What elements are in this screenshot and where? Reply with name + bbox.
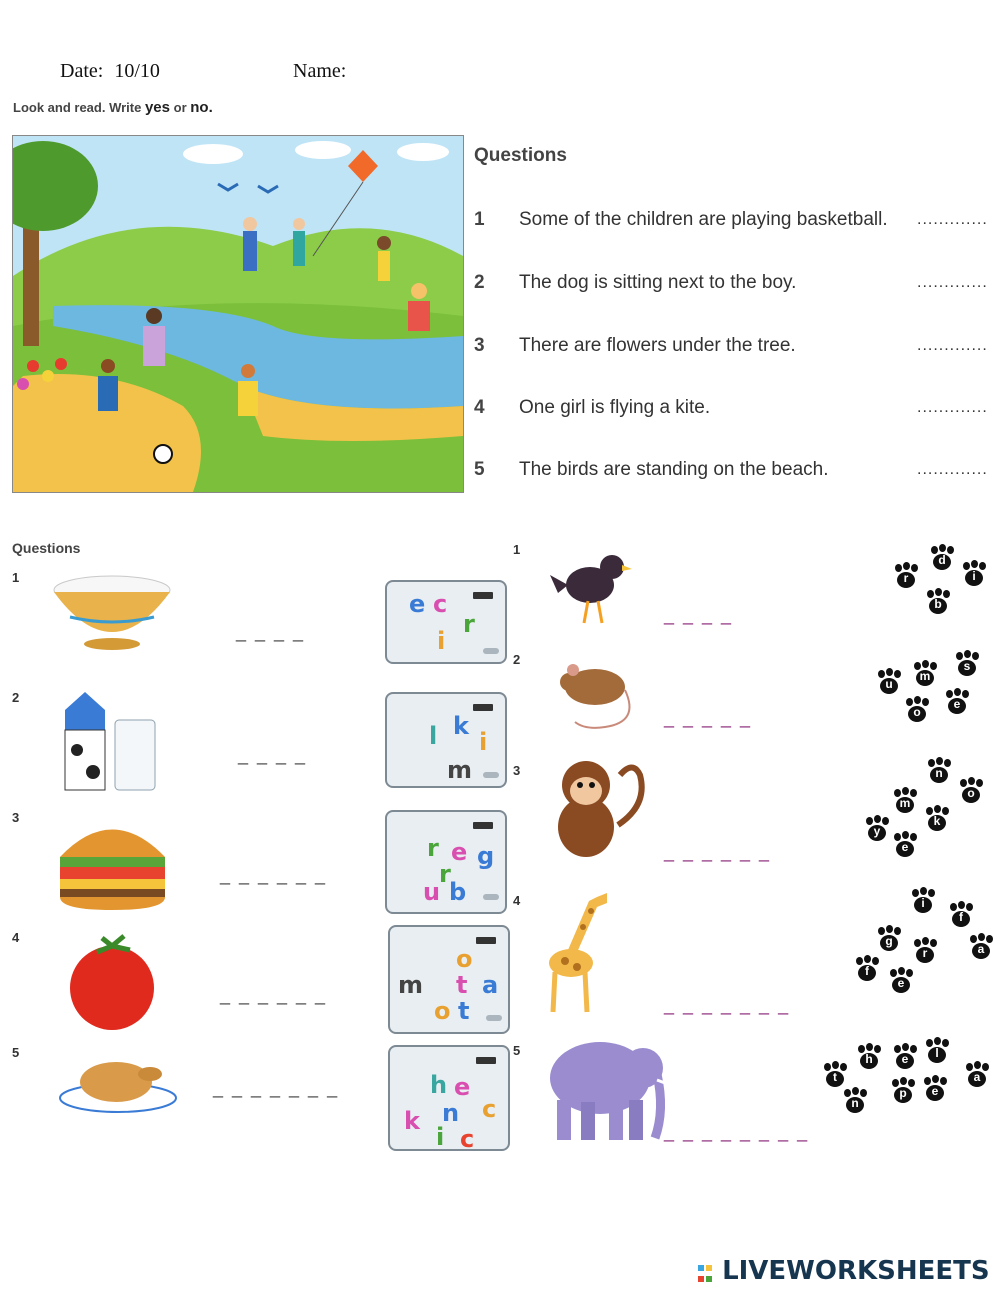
paw-letter: d — [938, 553, 946, 567]
paw-letter: f — [959, 910, 963, 924]
instruction — [13, 99, 213, 116]
animal-number: 3 — [513, 763, 521, 778]
mouse-picture — [545, 652, 640, 737]
date-value: 10/10 — [114, 60, 160, 82]
letter-magnet: i — [436, 1123, 445, 1151]
letter-magnet: c — [482, 1095, 497, 1123]
letter-magnet: e — [451, 838, 468, 866]
burger-picture — [55, 812, 170, 917]
paw-letter: n — [851, 1096, 859, 1110]
letter-magnet: e — [454, 1073, 471, 1101]
fridge-letters — [388, 925, 510, 1034]
paw-letter: l — [935, 1046, 939, 1060]
paw-letter: r — [922, 946, 928, 960]
paw-letter: o — [967, 786, 975, 800]
question-text: One girl is flying a kite. — [519, 397, 711, 418]
fridge-letters — [388, 1045, 510, 1151]
animal-answer-blank[interactable]: _ _ _ _ _ _ _ — [664, 995, 791, 1015]
letter-magnet: k — [453, 712, 469, 740]
animal-number: 5 — [513, 1043, 521, 1058]
letter-magnet: n — [442, 1099, 460, 1127]
food-answer-blank[interactable]: _ _ _ _ _ _ — [220, 865, 328, 885]
rice-bowl-picture — [50, 572, 175, 657]
animal-number: 1 — [513, 542, 521, 557]
bird-picture — [548, 545, 633, 635]
letter-magnet: i — [437, 627, 446, 655]
question-number: 4 — [474, 397, 485, 418]
paw-letter: a — [973, 1070, 981, 1084]
food-answer-blank[interactable]: _ _ _ _ _ _ — [220, 985, 328, 1005]
letter-magnet: o — [456, 945, 473, 973]
question-row — [474, 268, 1000, 302]
letter-magnet: b — [449, 878, 467, 906]
paw-letter: e — [931, 1084, 939, 1098]
question-number: 3 — [474, 335, 485, 356]
paw-letter: n — [935, 766, 943, 780]
question-text: Some of the children are playing basketball. — [519, 209, 888, 230]
animal-number: 4 — [513, 893, 521, 908]
animal-answer-blank[interactable]: _ _ _ _ _ _ _ _ — [664, 1122, 810, 1142]
food-answer-blank[interactable]: _ _ _ _ — [236, 622, 306, 642]
section2-title: Questions — [12, 540, 81, 556]
letter-magnet: g — [477, 842, 495, 870]
letter-magnet: t — [456, 971, 468, 999]
letter-magnet: r — [439, 860, 451, 888]
question-text: The dog is sitting next to the boy. — [519, 272, 797, 293]
instruction-lead: Look and read. Write — [13, 100, 142, 115]
paw-letter: e — [901, 1052, 909, 1066]
paw-letter: p — [899, 1086, 907, 1100]
letter-magnet: c — [460, 1125, 475, 1153]
letter-magnet: i — [479, 728, 488, 756]
answer-blank[interactable]: ............. — [917, 461, 988, 478]
letter-magnet: r — [463, 610, 475, 638]
liveworksheets-logo — [697, 1256, 990, 1286]
letter-magnet: m — [398, 971, 424, 999]
tomato-picture — [62, 930, 162, 1035]
elephant-picture — [545, 1030, 675, 1150]
paw-letters — [885, 542, 995, 622]
question-number: 5 — [474, 459, 485, 480]
park-scene-illustration — [12, 135, 464, 493]
paw-letter: f — [865, 964, 869, 978]
question-row — [474, 455, 1000, 489]
paw-letter: e — [901, 840, 909, 854]
food-number: 2 — [12, 690, 20, 705]
question-number: 2 — [474, 272, 485, 293]
paw-letter: t — [833, 1070, 837, 1084]
giraffe-picture — [545, 887, 620, 1022]
letter-magnet: m — [447, 756, 473, 784]
paw-letter: m — [919, 669, 931, 683]
paw-letter: u — [885, 677, 893, 691]
letter-magnet: o — [434, 997, 451, 1025]
question-text: There are flowers under the tree. — [519, 335, 796, 356]
paw-letter: i — [972, 569, 976, 583]
letter-magnet: c — [433, 590, 448, 618]
fridge-letters — [385, 692, 507, 788]
answer-blank[interactable]: ............. — [917, 337, 988, 354]
letter-magnet: r — [427, 834, 439, 862]
paw-letter: e — [953, 697, 961, 711]
paw-letter: h — [865, 1052, 873, 1066]
letter-magnet: h — [430, 1071, 448, 1099]
monkey-picture — [548, 755, 648, 870]
section1-title: Questions — [474, 145, 567, 166]
letter-magnet: t — [458, 997, 470, 1025]
paw-letter: y — [873, 824, 881, 838]
food-answer-blank[interactable]: _ _ _ _ — [238, 745, 308, 765]
date-field — [60, 60, 160, 83]
food-number: 1 — [12, 570, 20, 585]
milk-picture — [55, 690, 165, 800]
instruction-no: no. — [190, 99, 213, 116]
question-text: The birds are standing on the beach. — [519, 459, 829, 480]
answer-blank[interactable]: ............. — [917, 399, 988, 416]
paw-letter: m — [899, 796, 911, 810]
letter-magnet: e — [409, 590, 426, 618]
animal-number: 2 — [513, 652, 521, 667]
letter-magnet: l — [429, 722, 438, 750]
name-label: Name: — [293, 60, 347, 82]
paw-letter: i — [921, 896, 925, 910]
paw-letters — [850, 885, 998, 1000]
animal-answer-blank[interactable]: _ _ _ _ _ _ — [664, 842, 772, 862]
question-number: 1 — [474, 209, 485, 230]
animal-answer-blank[interactable]: _ _ _ _ _ — [664, 708, 753, 728]
food-number: 3 — [12, 810, 20, 825]
instruction-or: or — [173, 100, 187, 115]
paw-letter: a — [977, 942, 985, 956]
letter-magnet: a — [482, 971, 499, 999]
fridge-letters — [385, 580, 507, 664]
question-row — [474, 205, 1000, 239]
paw-letter: r — [903, 571, 909, 585]
letter-magnet: k — [404, 1107, 420, 1135]
paw-letters — [860, 755, 995, 865]
paw-letter: b — [934, 597, 942, 611]
animal-answer-blank[interactable]: _ _ _ _ — [664, 605, 734, 625]
answer-blank[interactable]: ............. — [917, 211, 988, 228]
paw-letter: k — [933, 814, 941, 828]
instruction-yes: yes — [144, 99, 170, 116]
paw-letters — [872, 648, 997, 733]
letter-magnet: u — [423, 878, 441, 906]
date-label: Date: — [60, 60, 104, 82]
fridge-letters — [385, 810, 507, 914]
answer-blank[interactable]: ............. — [917, 274, 988, 291]
paw-letter: g — [885, 934, 893, 948]
food-answer-blank[interactable]: _ _ _ _ _ _ _ — [213, 1078, 340, 1098]
food-number: 5 — [12, 1045, 20, 1060]
chicken-picture — [58, 1050, 178, 1120]
paw-letter: s — [963, 659, 971, 673]
logo-icon — [697, 1261, 713, 1283]
logo-text: LIVEWORKSHEETS — [722, 1256, 990, 1286]
food-number: 4 — [12, 930, 20, 945]
paw-letter: o — [913, 705, 921, 719]
question-row — [474, 331, 1000, 365]
paw-letters — [818, 1025, 998, 1120]
paw-letter: e — [897, 976, 905, 990]
question-row — [474, 393, 1000, 427]
